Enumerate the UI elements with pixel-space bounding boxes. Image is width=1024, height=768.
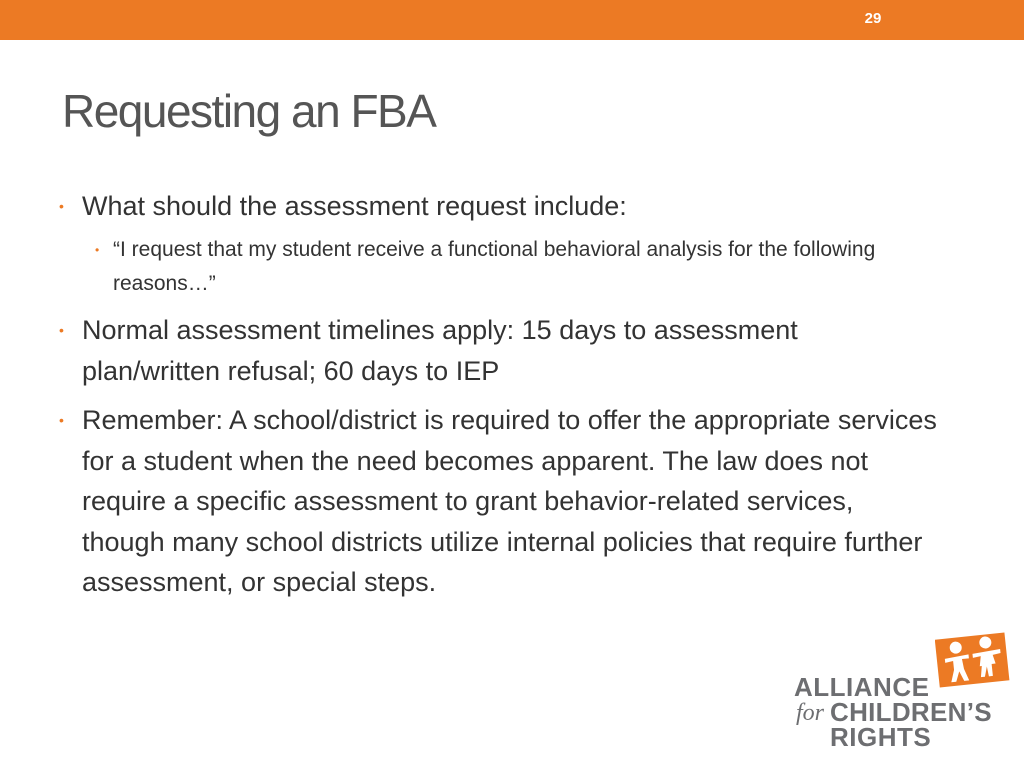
slide-title: Requesting an FBA — [62, 85, 436, 137]
logo-line-rights: RIGHTS — [830, 722, 932, 752]
organization-logo — [790, 628, 1015, 752]
top-accent-bar — [0, 0, 1024, 40]
logo-line-for: for — [796, 700, 825, 726]
bullet-text: Remember: A school/district is required to offer the appropriate services for a student when the need becomes apparent. The law does not require a specific assessment to grant behavior-related services, though many school districts utilize internal policies that require further assessment, or special steps. — [82, 405, 937, 597]
logo-line-childrens: CHILDREN’S — [830, 697, 992, 727]
bullet-marker: • — [95, 243, 100, 257]
bullet-item — [59, 400, 942, 603]
bullet-marker: • — [59, 412, 64, 428]
logo-line-alliance: ALLIANCE — [794, 672, 930, 702]
bullet-item — [59, 186, 982, 227]
bullet-item — [59, 310, 942, 391]
sub-bullet-item — [95, 233, 973, 301]
bullet-marker: • — [59, 198, 64, 214]
bullet-text: What should the assessment request include: — [82, 191, 627, 221]
bullet-marker: • — [59, 322, 64, 338]
bullet-text: Normal assessment timelines apply: 15 days to assessment plan/written refusal; 60 days to IEP — [82, 315, 798, 386]
sub-bullet-text: “I request that my student receive a functional behavioral analysis for the following reasons…” — [113, 238, 876, 295]
children-figures-icon — [935, 630, 1010, 688]
page-number: 29 — [864, 10, 882, 27]
